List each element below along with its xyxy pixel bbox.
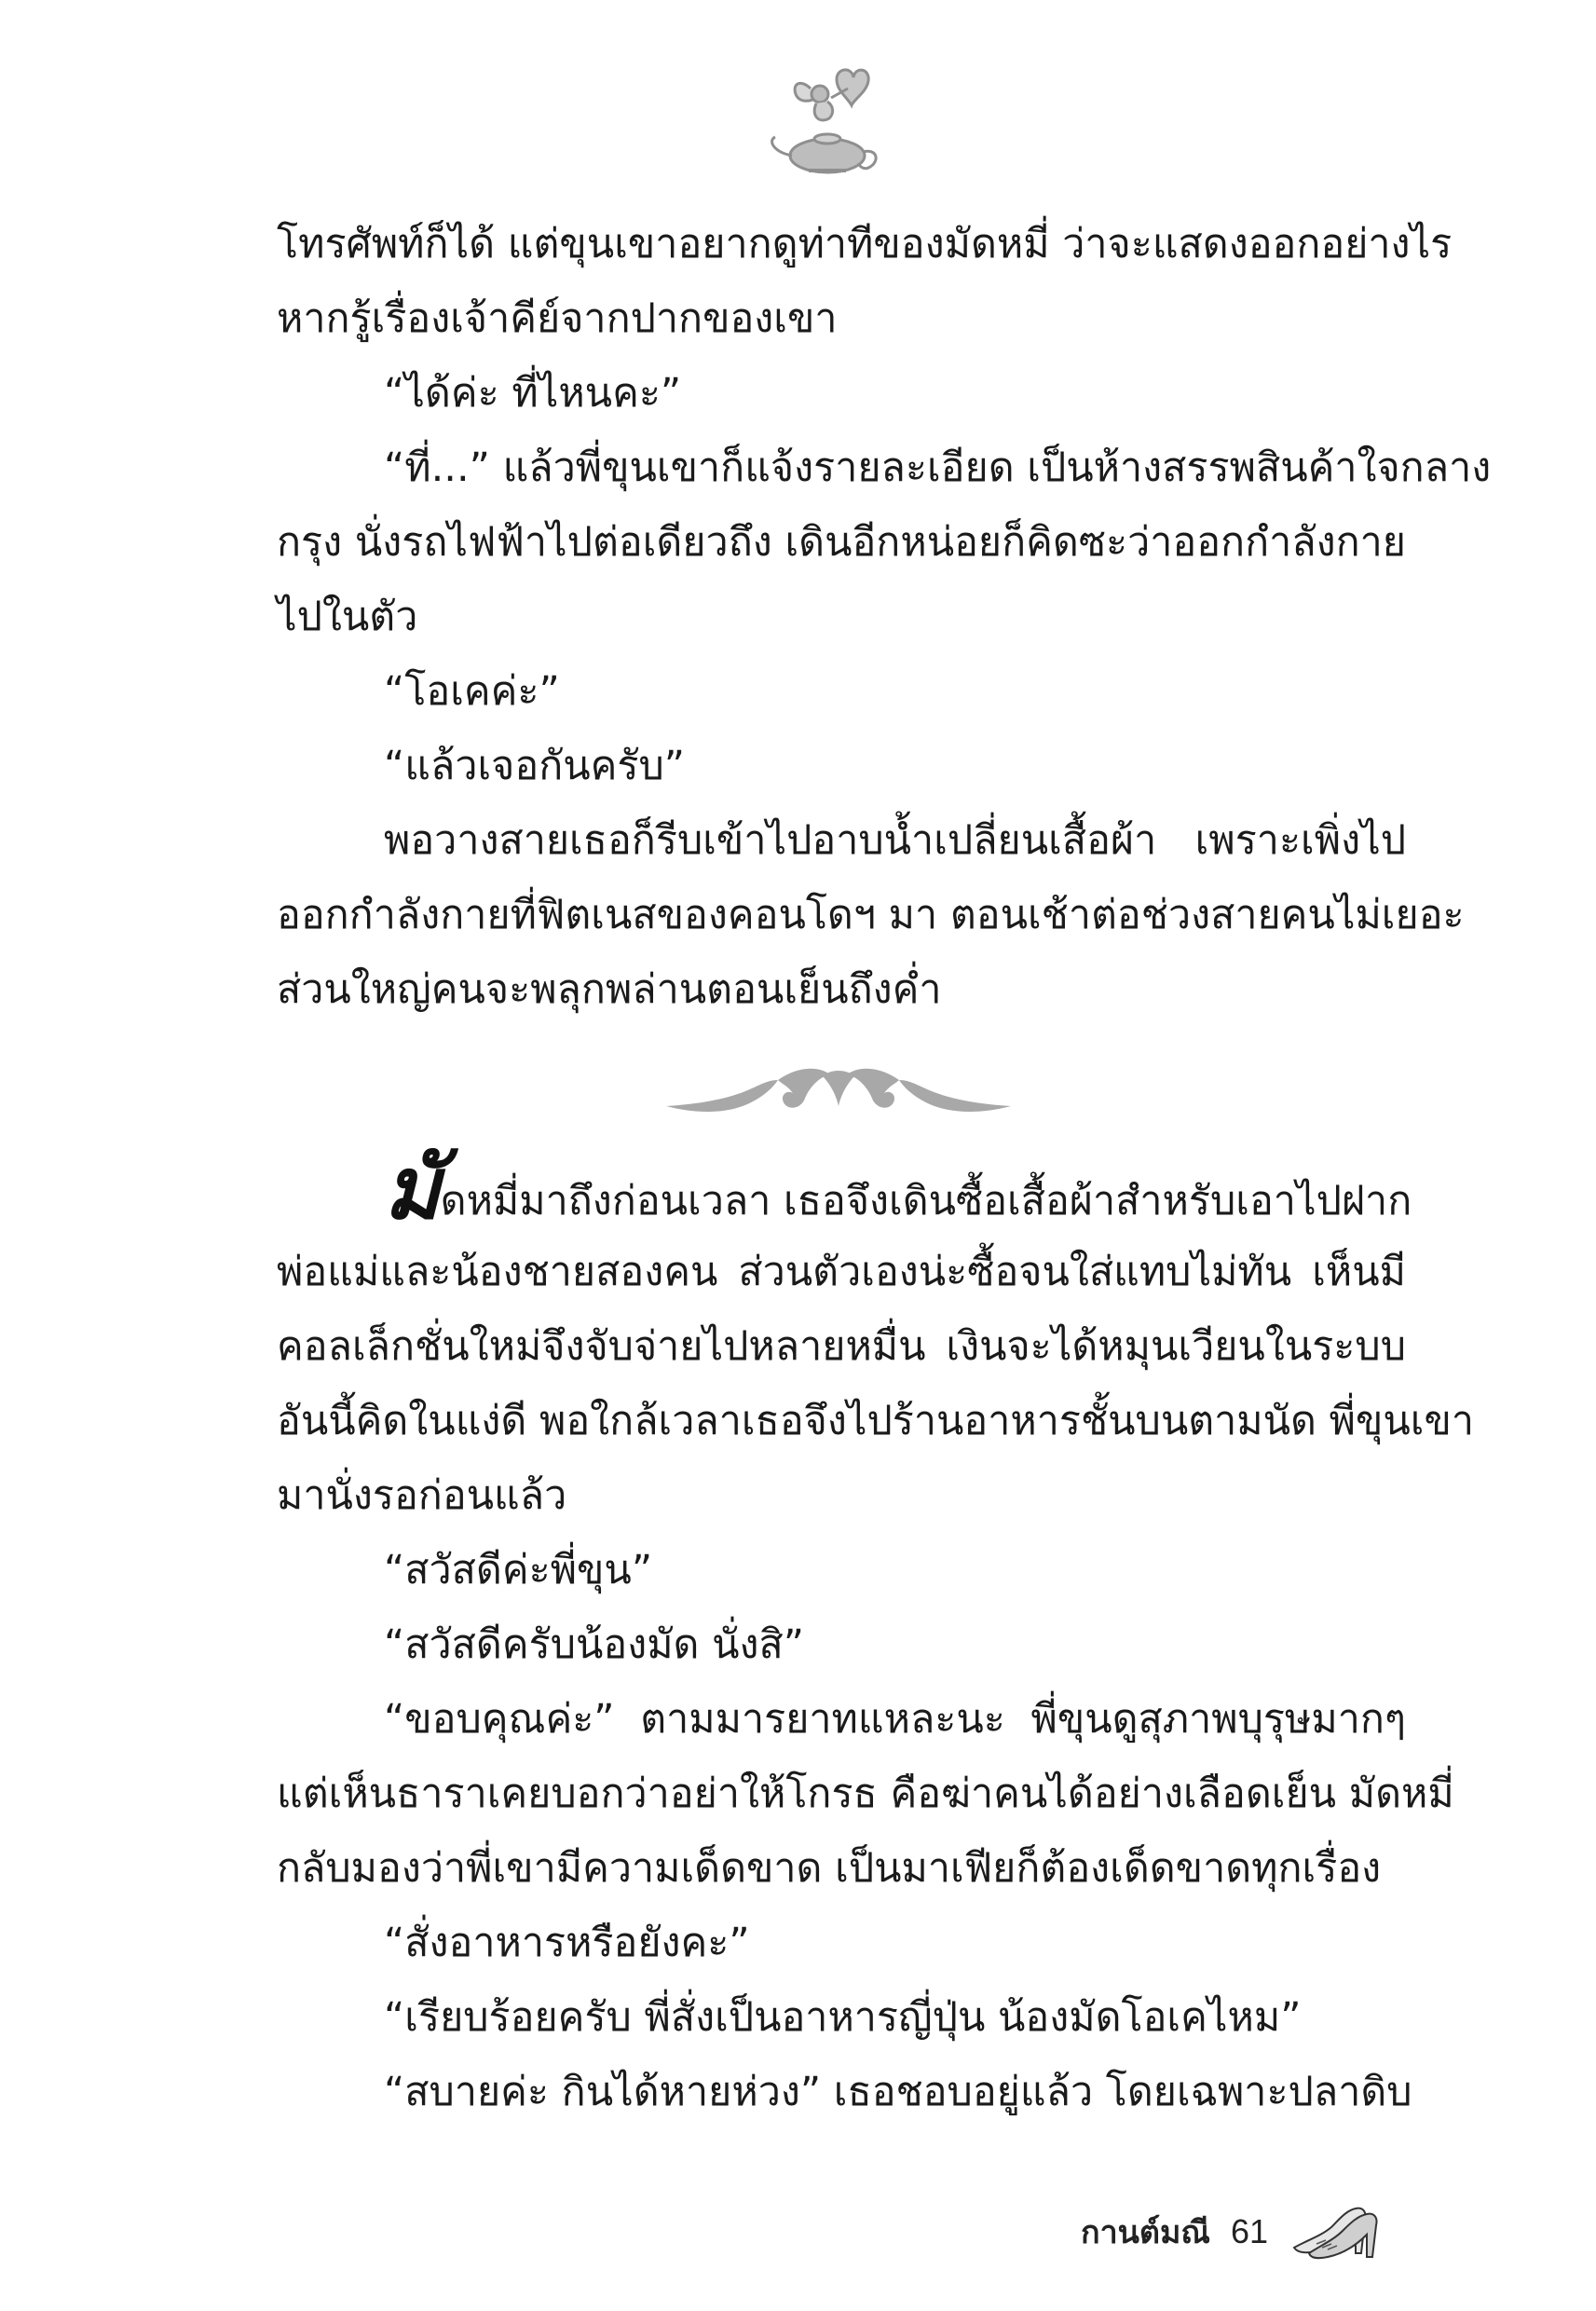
paragraph-line: โทรศัพท์ก็ได้ แต่ขุนเขาอยากดูท่าทีของมัดหมี่ ว่าจะแสดงออกอย่างไร bbox=[277, 221, 1453, 267]
teapot-cupid-icon bbox=[755, 51, 894, 191]
paragraph-line: กรุง นั่งรถไฟฟ้าไปต่อเดียวถึง เดินอีกหน่อยก็คิดซะว่าออกกำลังกาย bbox=[277, 519, 1406, 566]
dialogue-line: “แล้วเจอกันครับ” bbox=[384, 743, 686, 789]
book-title: กานต์มณี bbox=[1081, 2214, 1210, 2251]
high-heel-shoe-icon bbox=[1289, 2199, 1382, 2264]
paragraph-line: มานั่งรอก่อนแล้ว bbox=[277, 1472, 567, 1519]
drop-cap: มั bbox=[384, 1138, 441, 1238]
paragraph-line: กลับมองว่าพี่เขามีความเด็ดขาด เป็นมาเฟียก็ต้องเด็ดขาดทุกเรื่อง bbox=[277, 1845, 1382, 1892]
page-number: 61 bbox=[1230, 2212, 1269, 2250]
paragraph-line: พ่อแม่และน้องชายสองคน ส่วนตัวเองน่ะซื้อจนใส่แทบไม่ทัน เห็นมี bbox=[277, 1249, 1406, 1295]
paragraph-line: “ที่...” แล้วพี่ขุนเขาก็แจ้งรายละเอียด เป็นห้างสรรพสินค้าใจกลาง bbox=[384, 444, 1492, 491]
paragraph-line: ส่วนใหญ่คนจะพลุกพล่านตอนเย็นถึงค่ำ bbox=[277, 966, 942, 1013]
paragraph-line: “ขอบคุณค่ะ” ตามมารยาทแหละนะ พี่ขุนดูสุภาพบุรุษมากๆ bbox=[384, 1696, 1406, 1743]
dialogue-line: “สั่งอาหารหรือยังคะ” bbox=[384, 1920, 750, 1966]
paragraph-line: อันนี้คิดในแง่ดี พอใกล้เวลาเธอจึงไปร้านอาหารชั้นบนตามนัด พี่ขุนเขา bbox=[277, 1398, 1475, 1444]
paragraph-line: คอลเล็กชั่นใหม่จึงจับจ่ายไปหลายหมื่น เงินจะได้หมุนเวียนในระบบ bbox=[277, 1323, 1406, 1370]
paragraph-line: ออกกำลังกายที่ฟิตเนสของคอนโดฯ มา ตอนเช้าต่อช่วงสายคนไม่เยอะ bbox=[277, 892, 1465, 938]
first-line-text: ดหมี่มาถึงก่อนเวลา เธอจึงเดินซื้อเสื้อผ้าสำหรับเอาไปฝาก bbox=[440, 1178, 1412, 1224]
page-footer bbox=[1081, 2199, 1382, 2264]
paragraph-line: “สบายค่ะ กินได้หายห่วง” เธอชอบอยู่แล้ว โดยเฉพาะปลาดิบ bbox=[384, 2069, 1412, 2115]
paragraph-line: พอวางสายเธอก็รีบเข้าไปอาบน้ำเปลี่ยนเสื้อผ้า เพราะเพิ่งไป bbox=[384, 817, 1406, 864]
dialogue-line: “โอเคค่ะ” bbox=[384, 668, 560, 715]
section-1-text bbox=[277, 207, 1492, 1027]
scroll-flourish-divider bbox=[657, 1048, 1020, 1128]
paragraph-line: หากรู้เรื่องเจ้าคีย์จากปากของเขา bbox=[277, 295, 838, 342]
paragraph-line: ไปในตัว bbox=[277, 594, 418, 640]
dialogue-line: “สวัสดีค่ะพี่ขุน” bbox=[384, 1547, 653, 1593]
dialogue-line: “สวัสดีครับน้องมัด นั่งสิ” bbox=[384, 1621, 805, 1668]
paragraph-first-line bbox=[277, 1138, 1412, 1238]
dialogue-line: “ได้ค่ะ ที่ไหนคะ” bbox=[384, 370, 682, 417]
section-2-text bbox=[277, 1138, 1475, 2129]
paragraph-line: แต่เห็นธาราเคยบอกว่าอย่าให้โกรธ คือฆ่าคนได้อย่างเลือดเย็น มัดหมี่ bbox=[277, 1771, 1454, 1817]
dialogue-line: “เรียบร้อยครับ พี่สั่งเป็นอาหารญี่ปุ่น น้องมัดโอเคไหม” bbox=[384, 1994, 1302, 2041]
